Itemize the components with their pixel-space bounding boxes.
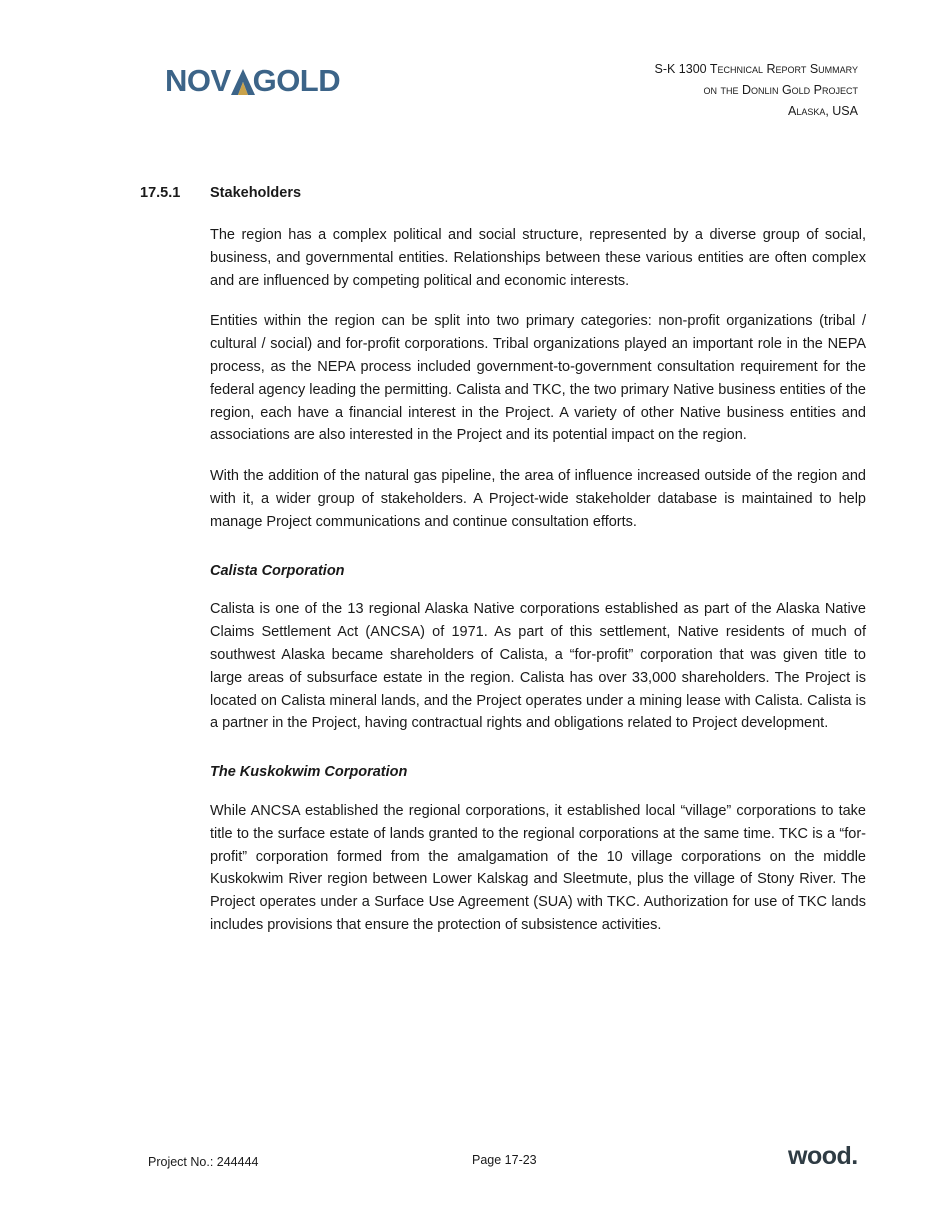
calista-heading: Calista Corporation — [210, 562, 345, 579]
paragraph: With the addition of the natural gas pipeline, the area of influence increased outside of the region and with it, a wider group of stakeholders. A Project-wide stakeholder database is maintained to help manage Project communications and continue consultation efforts. — [210, 468, 866, 530]
tkc-paragraph: While ANCSA established the regional corporations, it established local “village” corporations to take title to the surface estate of lands granted to the regional corporations at the same time. TKC is a “for-profit” corporation formed from the amalgamation of the 10 village corporations on the middle Kuskokwim River region between Lower Kalskag and Sleetmute, plus the village of Stony River. The Project operates under a Surface Use Agreement (SUA) with TKC. Authorization for use of TKC lands includes provisions that ensure the protection of subsistence activities. — [210, 802, 866, 933]
logo-text-part1: NOV — [165, 63, 231, 98]
page-number: Page 17-23 — [472, 1153, 537, 1167]
section-title: Stakeholders — [210, 185, 302, 201]
logo-a-icon — [231, 69, 255, 95]
section-number: 17.5.1 — [140, 185, 181, 201]
wood-logo-dot: . — [851, 1142, 858, 1170]
paragraph: Entities within the region can be split into two primary categories: non-profit organizations (tribal / cultural / social) and for-profit corporations. Tribal organizations played an important role in the NEPA process, as the NEPA process included government-to-government consultation requirement for the federal agency leading the permitting. Calista and TKC, the two primary Native business entities of the region, each have a financial interest in the Project. A variety of other Native business entities and associations are also interested in the Project and its potential impact on the region. — [210, 313, 866, 444]
novagold-logo — [165, 62, 340, 100]
wood-logo-text: wood — [788, 1142, 852, 1170]
project-number: Project No.: 244444 — [148, 1155, 259, 1169]
document-body — [210, 224, 866, 955]
report-header-line: on the Donlin Gold Project — [703, 83, 858, 97]
paragraph: The region has a complex political and social structure, represented by a diverse group of social, business, and governmental entities. Relationships between these various entities are often complex and are influenced by competing political and economic interests. — [210, 227, 866, 289]
logo-a-glyph — [231, 62, 253, 100]
tkc-heading: The Kuskokwim Corporation — [210, 764, 408, 781]
report-header-line: Alaska, USA — [787, 104, 858, 118]
wood-logo — [788, 1142, 858, 1171]
report-header — [655, 59, 859, 122]
report-header-line: S-K 1300 Technical Report Summary — [654, 62, 858, 76]
logo-text-part2: GOLD — [252, 63, 341, 98]
calista-paragraph: Calista is one of the 13 regional Alaska Native corporations established as part of the Alaska Native Claims Settlement Act (ANCSA) of 1971. As part of this settlement, Native residents of much of southwest Alaska became shareholders of Calista, a “for-profit” corporation that was given title to large areas of subsurface estate in the region. Calista has over 33,000 shareholders. The Project is located on Calista mineral lands, and the Project operates under a mining lease with Calista. Calista is a partner in the Project, having contractual rights and obligations related to Project development. — [210, 601, 866, 732]
